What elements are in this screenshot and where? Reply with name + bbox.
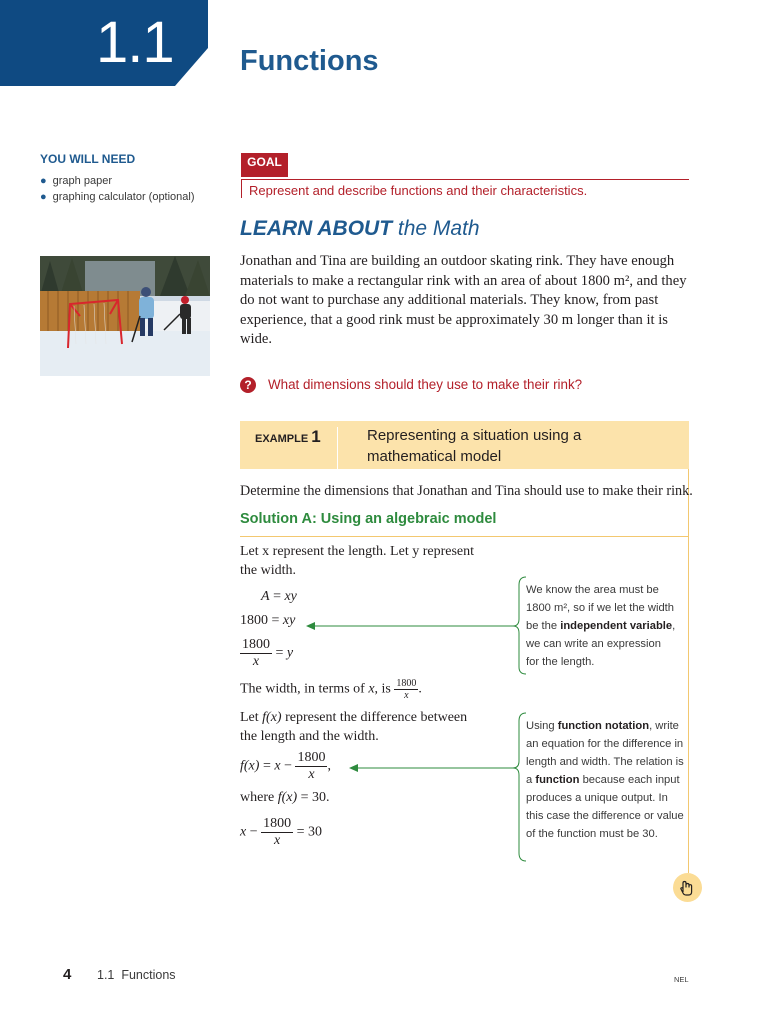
eq-rhs: xy — [282, 613, 296, 628]
fx: f(x) — [262, 710, 282, 725]
equation-width: $\frac{1800}{x}$ = y — [242, 637, 294, 669]
note-term: independent variable — [560, 620, 673, 632]
fraction-denominator: x — [274, 833, 281, 848]
section-title: Functions — [240, 45, 379, 77]
eq-lhs: A — [261, 589, 270, 604]
note-term: function — [535, 774, 580, 786]
fraction-numerator: 1800 — [263, 816, 292, 831]
annotation-arrows — [300, 575, 530, 875]
fraction-denominator: x — [252, 654, 260, 669]
equation-final: x − $\frac{1800}{x}$ = 30 — [240, 816, 323, 848]
need-item — [40, 191, 195, 203]
goal-text: Represent and describe functions and their characteristics. — [249, 183, 588, 198]
hand-pointer-icon[interactable] — [673, 873, 702, 902]
example-number: 1 — [311, 427, 321, 446]
eq-x: x — [274, 758, 281, 774]
example-label — [255, 427, 321, 447]
intro-paragraph: Jonathan and Tina are building an outdoor skating rink. They have enough materials to make a rectangular rink with an area of about 1800 m², and they do not want to purchase any additional materials. They know, from past experience, that a good rink must be approximately 30 m longer than it is wide. — [240, 253, 687, 348]
eq-rhs: xy — [284, 589, 297, 604]
footer-section: 1.1 Functions — [97, 968, 176, 982]
fraction — [261, 816, 293, 849]
bullet-icon: ● — [40, 191, 47, 203]
width-is: , is — [374, 681, 391, 697]
need-item-label: graph paper — [52, 175, 112, 187]
goal-rule-vertical — [241, 179, 242, 198]
you-will-need-heading: YOU WILL NEED — [40, 152, 136, 166]
fraction — [240, 637, 272, 670]
note-text: because each input produces a unique output. In this case the difference or value of the function must be 30. — [526, 774, 684, 840]
where-word: where — [240, 790, 275, 805]
learn-about-heading-bold: LEARN ABOUT — [240, 217, 393, 240]
annotation-note-2 — [526, 717, 684, 843]
equation-fx: f(x) = x − $\frac{1800}{x}$ , — [240, 750, 331, 782]
example-prompt: Determine the dimensions that Jonathan and Tina should use to make their rink. — [240, 483, 693, 499]
let-word: Let — [240, 710, 259, 725]
fraction-numerator: 1800 — [242, 637, 270, 652]
example-title: Representing a situation using a mathematical model — [367, 427, 582, 465]
publisher-mark: NEL — [674, 975, 689, 984]
note-text: We know the area must be 1800 m², so if we let the width be the — [526, 584, 674, 632]
example-right-rule — [688, 469, 689, 873]
width-text: The width, in terms of — [240, 681, 365, 697]
fx: f(x) — [277, 790, 298, 805]
note-text: , we can write an expression for the length. — [526, 620, 676, 668]
fraction-numerator: 1800 — [297, 750, 326, 765]
question-circle-icon: ? — [240, 377, 256, 393]
need-item — [40, 175, 112, 187]
width-expression: The width, in terms of x, is $\frac{1800}{x}$ . — [240, 678, 422, 701]
eq-x: x — [240, 824, 247, 840]
eq-rhs: y — [286, 645, 294, 661]
eq-lhs: 1800 — [240, 613, 268, 628]
equation-area: A = xy — [261, 589, 297, 604]
eq-lhs: f(x) — [240, 758, 260, 774]
note-text: Using — [526, 720, 558, 732]
width-var: x — [368, 681, 375, 697]
skating-rink-photo — [40, 256, 210, 376]
note-term: function notation — [557, 720, 650, 732]
example-divider — [337, 427, 338, 469]
let-fx-rest: represent the difference between the length and the width. — [240, 710, 468, 744]
eq-rhs: 30 — [308, 824, 323, 840]
solution-rule — [240, 536, 689, 537]
equation-area-value: 1800 = xy — [240, 613, 296, 628]
goal-tab: GOAL — [241, 153, 288, 177]
solution-heading: Solution A: Using an algebraic model — [240, 511, 497, 527]
note-text: , write an equation for the difference in length and width. The relation is a — [526, 720, 684, 786]
fraction-denominator: x — [404, 690, 409, 701]
annotation-note-1 — [526, 581, 676, 671]
section-number: 1.1 — [96, 10, 174, 75]
page-number: 4 — [63, 966, 72, 983]
learn-about-heading-rest: the Math — [392, 217, 480, 240]
let-xy-statement: Let x represent the length. Let y represent the width. — [240, 544, 475, 578]
question-text: What dimensions should they use to make their rink? — [268, 377, 583, 392]
example-label-text: EXAMPLE — [255, 433, 309, 445]
goal-rule — [241, 179, 689, 180]
where-rest: = 30. — [300, 790, 330, 805]
fraction-numerator: 1800 — [396, 678, 417, 689]
bullet-icon: ● — [40, 175, 47, 187]
learn-about-heading — [240, 217, 480, 241]
fraction-denominator: x — [308, 767, 315, 782]
need-item-label: graphing calculator (optional) — [52, 191, 195, 203]
